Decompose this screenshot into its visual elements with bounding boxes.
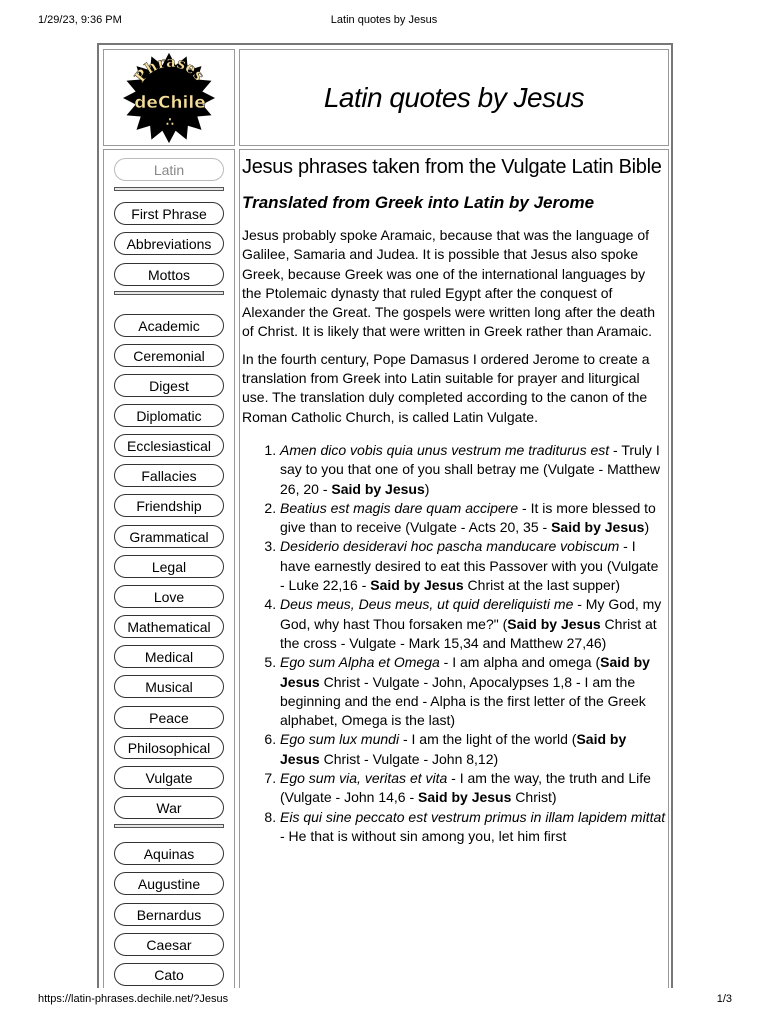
- quote-attribution: Said by Jesus: [280, 654, 650, 690]
- quote-latin: Amen dico vobis quia unus vestrum me traditurus est: [280, 441, 610, 458]
- quote-source: Christ at the last supper): [463, 577, 621, 594]
- print-footer: [0, 993, 768, 1009]
- nav-button-mottos[interactable]: Mottos: [114, 263, 224, 286]
- quote-item: [280, 595, 666, 653]
- page-frame: [97, 43, 673, 988]
- print-title: Latin quotes by Jesus: [330, 14, 438, 26]
- nav-button-friendship[interactable]: Friendship: [114, 494, 224, 517]
- quote-latin: Ego sum via, veritas et vita: [280, 770, 448, 787]
- nav-button-first-phrase[interactable]: First Phrase: [114, 202, 224, 225]
- quote-source: Christ at the cross - Vulgate - Mark 15,34 and Matthew 27,46): [280, 615, 657, 651]
- nav-button-love[interactable]: Love: [114, 585, 224, 608]
- quote-translation: - My God, my God, why hast Thou forsaken me?" (: [280, 596, 662, 632]
- sidebar-nav: [103, 149, 235, 988]
- print-header: [0, 14, 768, 30]
- nav-separator: [114, 187, 224, 191]
- quote-translation: - It is more blessed to give than to receive (Vulgate - Acts 20, 35 -: [280, 499, 656, 536]
- nav-button-fallacies[interactable]: Fallacies: [114, 464, 224, 487]
- quote-item: [280, 653, 666, 730]
- quote-attribution: Said by Jesus: [551, 519, 645, 536]
- nav-button-abbreviations[interactable]: Abbreviations: [114, 232, 224, 255]
- nav-separator: [114, 291, 224, 295]
- quote-attribution: Said by Jesus: [370, 577, 464, 594]
- quote-attribution: Said by Jesus: [418, 789, 512, 806]
- nav-button-vulgate[interactable]: Vulgate: [114, 766, 224, 789]
- print-page-number: 1/3: [716, 993, 732, 1005]
- quote-source: Christ - Vulgate - John 8,12): [319, 750, 499, 767]
- main-content-cell: [239, 149, 669, 988]
- nav-button-ceremonial[interactable]: Ceremonial: [114, 344, 224, 367]
- nav-button-medical[interactable]: Medical: [114, 645, 224, 668]
- nav-button-grammatical[interactable]: Grammatical: [114, 525, 224, 548]
- quote-source: ): [644, 519, 650, 536]
- quote-translation: - Truly I say to you that one of you shall betray me (Vulgate - Matthew 26, 20 -: [280, 441, 661, 497]
- quote-attribution: Said by Jesus: [331, 480, 425, 497]
- site-logo: [104, 50, 234, 145]
- svg-text:∴: ∴: [166, 115, 174, 129]
- nav-button-war[interactable]: War: [114, 796, 224, 819]
- quote-attribution: Said by Jesus: [507, 615, 601, 632]
- nav-button-diplomatic[interactable]: Diplomatic: [114, 404, 224, 427]
- print-datetime: 1/29/23, 9:36 PM: [38, 14, 122, 26]
- article-paragraph: In the fourth century, Pope Damasus I ordered Jerome to create a translation from Greek into Latin suitable for prayer and liturgical use. The translation duly completed according to the canon of the Roman Catholic Church, is called Latin Vulgate.: [242, 350, 650, 425]
- nav-button-ecclesiastical[interactable]: Ecclesiastical: [114, 434, 224, 457]
- nav-button-aquinas[interactable]: Aquinas: [114, 842, 224, 865]
- quote-translation: - I am the way, the truth and Life (Vulgate - John 14,6 -: [280, 770, 651, 806]
- quote-attribution: Said by Jesus: [280, 731, 627, 767]
- logo-text-main: deChile: [134, 93, 206, 113]
- quote-latin: Eis qui sine peccato est vestrum primus in illam lapidem mittat: [280, 808, 666, 825]
- article: [240, 152, 668, 846]
- quote-latin: Deus meus, Deus meus, ut quid dereliquisti me: [280, 596, 574, 613]
- quote-source: Christ): [511, 789, 557, 806]
- title-cell: [239, 49, 669, 146]
- nav-button-latin[interactable]: Latin: [114, 158, 224, 181]
- quote-item: [280, 499, 666, 538]
- logo-link[interactable]: [104, 50, 234, 145]
- nav-button-augustine[interactable]: Augustine: [114, 872, 224, 895]
- nav-button-mathematical[interactable]: Mathematical: [114, 615, 224, 638]
- nav-button-peace[interactable]: Peace: [114, 706, 224, 729]
- nav-separator: [114, 824, 224, 828]
- article-subheading: Translated from Greek into Latin by Jerome: [242, 193, 595, 212]
- quote-item: [280, 441, 666, 499]
- quote-latin: Ego sum Alpha et Omega: [280, 654, 440, 671]
- quote-source: Christ - Vulgate - John, Apocalypses 1,8 - I am the beginning and the end - Alpha is the first letter of the Greek alphabet, Omega is the last): [280, 673, 646, 729]
- quote-item: [280, 730, 666, 769]
- print-url: https://latin-phrases.dechile.net/?Jesus: [38, 993, 229, 1005]
- quotes-list: [242, 441, 666, 846]
- nav-button-legal[interactable]: Legal: [114, 555, 224, 578]
- quote-translation: - He that is without sin among you, let him first: [280, 827, 567, 844]
- article-heading: Jesus phrases taken from the Vulgate Latin Bible: [242, 156, 662, 178]
- quote-item: [280, 808, 666, 847]
- nav-button-digest[interactable]: Digest: [114, 374, 224, 397]
- logo-cell: [103, 49, 235, 146]
- quote-translation: - I am the light of the world (: [399, 731, 577, 748]
- nav-button-academic[interactable]: Academic: [114, 314, 224, 337]
- quote-latin: Beatius est magis dare quam accipere: [280, 499, 519, 516]
- quote-latin: Ego sum lux mundi: [280, 731, 400, 748]
- nav-button-musical[interactable]: Musical: [114, 675, 224, 698]
- quote-item: [280, 769, 666, 808]
- quote-item: [280, 537, 666, 595]
- nav-button-cato[interactable]: Cato: [114, 963, 224, 986]
- page-title: Latin quotes by Jesus: [323, 81, 585, 113]
- quote-translation: - I have earnestly desired to eat this Passover with you (Vulgate - Luke 22,16 -: [280, 538, 659, 594]
- quote-translation: - I am alpha and omega (: [439, 654, 601, 671]
- quote-source: ): [424, 480, 430, 497]
- nav-button-philosophical[interactable]: Philosophical: [114, 736, 224, 759]
- article-paragraph: Jesus probably spoke Aramaic, because that was the language of Galilee, Samaria and Judea. It is possible that Jesus also spoke Greek, because Greek was one of the international languages by the Ptolemaic dynasty that ruled Egypt after the conquest of Alexander the Great. The gospels were written long after the death of Christ. It is likely that were written in Greek rather than Aramaic.: [242, 227, 655, 340]
- quote-latin: Desiderio desideravi hoc pascha manducare vobiscum: [280, 538, 620, 555]
- nav-button-caesar[interactable]: Caesar: [114, 933, 224, 956]
- nav-button-bernardus[interactable]: Bernardus: [114, 903, 224, 926]
- logo-text-top: Phrases: [130, 52, 209, 86]
